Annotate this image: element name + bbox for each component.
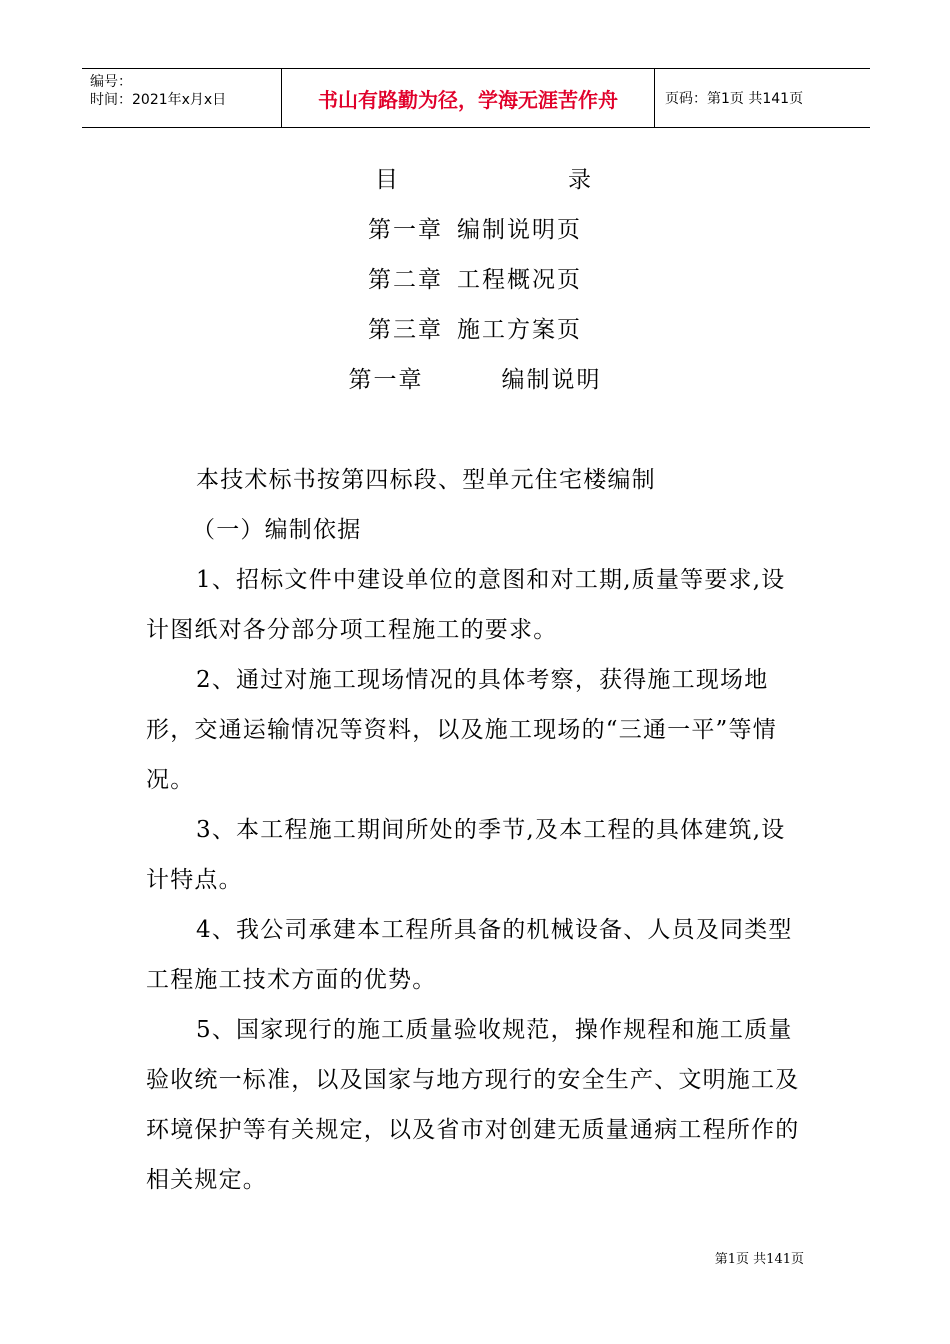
document-time: 时间：2021年x月x日	[90, 92, 227, 108]
body-paragraph: 5、国家现行的施工质量验收规范，操作规程和施工质量验收统一标准，以及国家与地方现行的安全生产、文明施工及环境保护等有关规定，以及省市对创建无质量通病工程所作的相关规定。	[146, 1017, 800, 1193]
section-title: （一）编制依据	[192, 517, 362, 543]
intro-paragraph: 本技术标书按第四标段、型单元住宅楼编制	[196, 467, 656, 493]
toc-title-right: 录	[568, 167, 591, 193]
header-meta	[82, 69, 282, 127]
toc-item	[0, 265, 950, 295]
toc-item-name: 施工方案页	[457, 317, 582, 343]
toc-item-name: 编制说明页	[457, 217, 582, 243]
body-paragraph: 3、本工程施工期间所处的季节,及本工程的具体建筑,设计特点。	[146, 817, 786, 893]
page-footer: 第1页 共141页	[714, 1252, 804, 1267]
chapter-heading-number: 第一章	[348, 367, 424, 393]
toc-item-chapter: 第一章	[368, 217, 443, 243]
body-content	[146, 455, 806, 1205]
toc-item-chapter: 第三章	[368, 317, 443, 343]
chapter-heading	[0, 365, 950, 395]
body-paragraph: 1、招标文件中建设单位的意图和对工期,质量等要求,设计图纸对各分部分项工程施工的要求。	[146, 567, 786, 643]
page-header	[82, 68, 870, 128]
document-number-label: 编号：	[90, 74, 132, 90]
toc-item	[0, 215, 950, 245]
body-paragraph: 2、通过对施工现场情况的具体考察，获得施工现场地形，交通运输情况等资料，以及施工现场的“三通一平”等情况。	[146, 667, 777, 793]
toc-title	[0, 165, 950, 195]
header-page-info: 页码：第1页 共141页	[665, 91, 804, 107]
toc-item-name: 工程概况页	[457, 267, 582, 293]
header-motto: 书山有路勤为径，学海无涯苦作舟	[282, 69, 655, 127]
toc-title-left: 目	[375, 167, 398, 193]
chapter-heading-name: 编制说明	[501, 367, 602, 393]
toc-item-chapter: 第二章	[368, 267, 443, 293]
body-paragraph: 4、我公司承建本工程所具备的机械设备、人员及同类型工程施工技术方面的优势。	[146, 917, 793, 993]
toc-item	[0, 315, 950, 345]
